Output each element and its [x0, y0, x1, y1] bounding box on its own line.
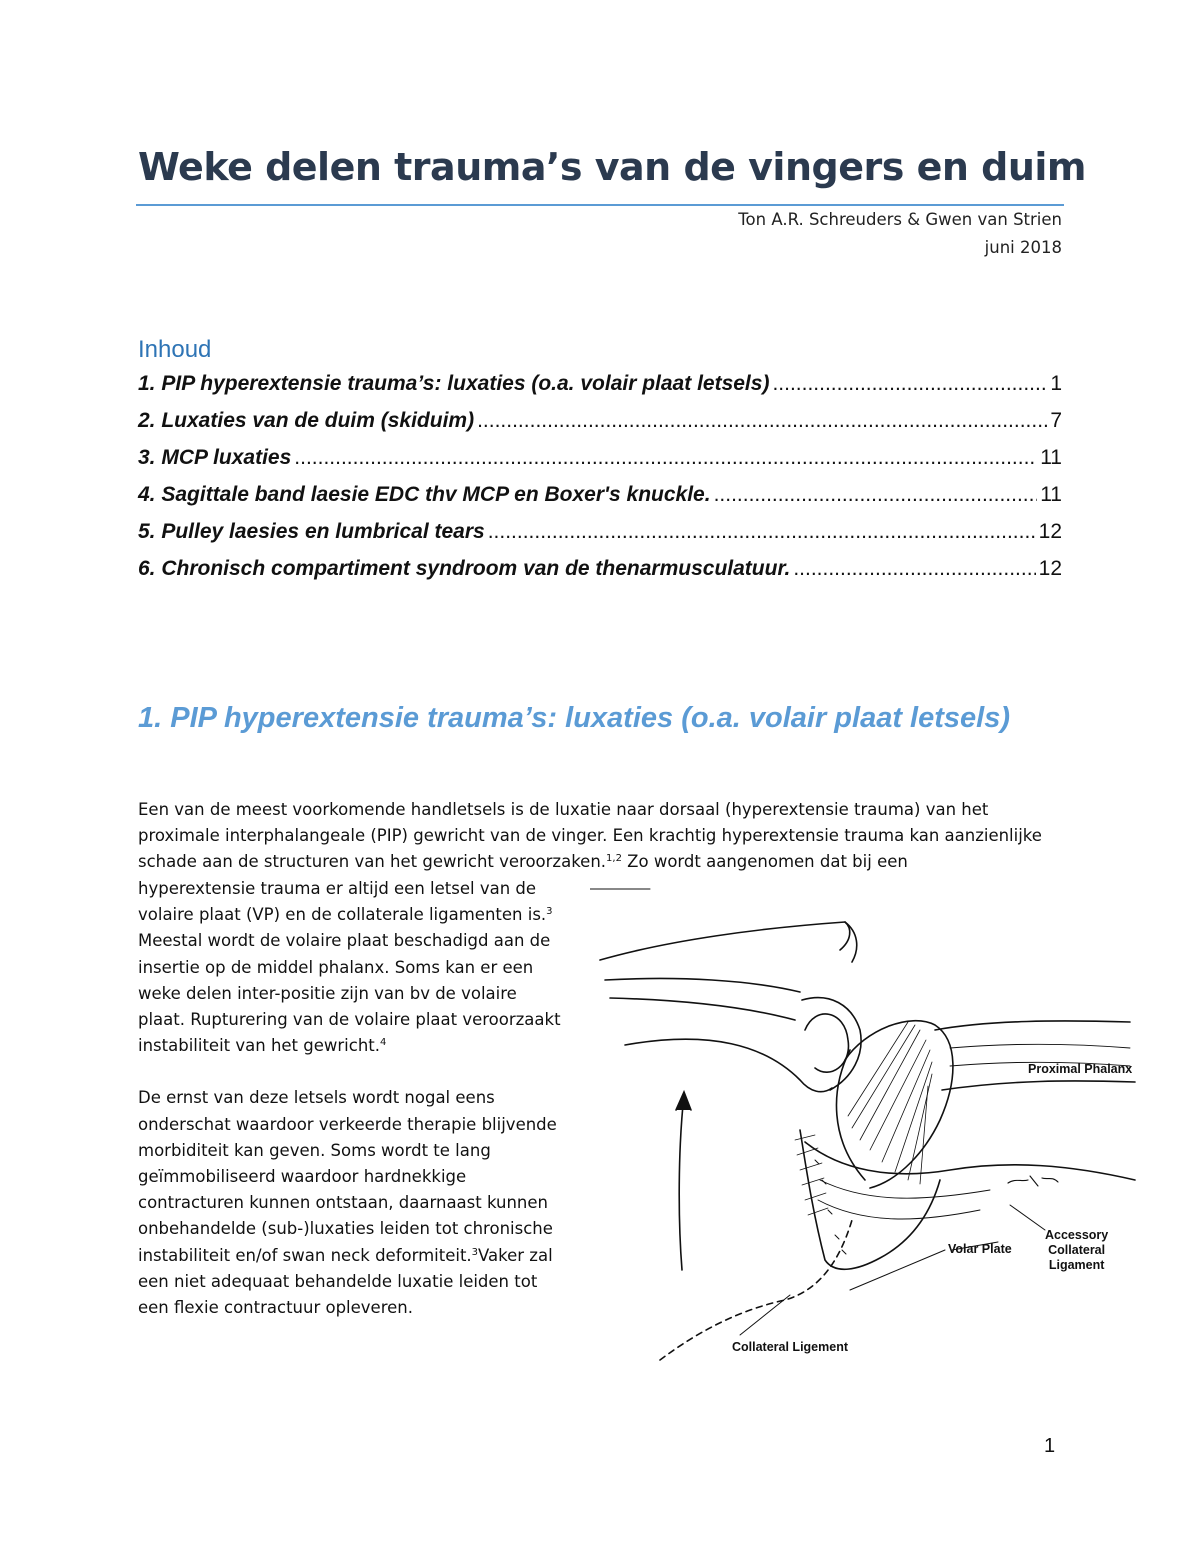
toc-leader-dots [772, 372, 1047, 396]
toc-leader-dots [793, 557, 1035, 581]
paragraph-text: Zo wordt aangenomen dat bij een [621, 852, 908, 872]
label-collateral-ligament: Collateral Ligement [732, 1340, 848, 1354]
page-number: 1 [1044, 1435, 1056, 1457]
label-proximal-phalanx: Proximal Phalanx [1028, 1062, 1133, 1076]
reference-superscript: 3 [546, 906, 553, 918]
toc-entry[interactable] [138, 483, 1062, 520]
toc-entry-label: 5. Pulley laesies en lumbrical tears [138, 520, 485, 543]
label-line: Collateral [1048, 1243, 1106, 1257]
toc-entry-page: 12 [1038, 520, 1062, 543]
toc-entry-label: 6. Chronisch compartiment syndroom van de thenarmusculatuur. [138, 557, 791, 580]
toc-entry-label: 1. PIP hyperextensie trauma’s: luxaties (o.a. volair plaat letsels) [138, 372, 770, 395]
body-column [138, 876, 563, 1321]
toc-entry-label: 2. Luxaties van de duim (skiduim) [138, 409, 475, 432]
reference-superscript: 1,2 [606, 853, 622, 865]
paragraph-text: Meestal wordt de volaire plaat beschadigd aan de insertie op de middel phalanx. Soms kan er een weke delen inter-positie zijn van bv de volaire plaat. Rupturering van de volaire plaat veroorzaakt instabiliteit van het gewricht. [138, 931, 561, 1056]
toc-entry[interactable] [138, 372, 1062, 409]
toc-entry[interactable] [138, 446, 1062, 483]
toc-entry[interactable] [138, 557, 1062, 594]
toc-entry[interactable] [138, 409, 1062, 446]
reference-superscript: 3 [471, 1246, 479, 1258]
anatomy-drawing [590, 880, 1150, 1400]
toc-leader-dots [488, 520, 1036, 544]
toc-entry-page: 7 [1050, 409, 1062, 432]
pip-joint-illustration [590, 880, 1150, 1400]
toc-entry-page: 1 [1050, 372, 1062, 395]
body-paragraph [138, 1085, 563, 1321]
paragraph-text: Vaker zal een niet adequaat behandelde luxatie leiden tot een flexie contractuur opleveren. [138, 1245, 553, 1318]
authors: Ton A.R. Schreuders & Gwen van Strien [738, 210, 1062, 229]
toc-entry[interactable] [138, 520, 1062, 557]
toc-entry-page: 12 [1038, 557, 1062, 580]
title-divider [136, 204, 1064, 206]
label-line: Ligament [1048, 1258, 1105, 1272]
reference-superscript: 4 [380, 1037, 387, 1049]
body-paragraph [138, 797, 1068, 876]
toc-heading: Inhoud [138, 336, 212, 363]
toc-entry-page: 11 [1040, 483, 1062, 506]
paragraph-text: hyperextensie trauma er altijd een letsel van de volaire plaat (VP) en de collaterale ligamenten is. [138, 879, 547, 925]
toc-leader-dots [477, 409, 1047, 433]
paragraph-text: De ernst van deze letsels wordt nogal eens onderschat waardoor verkeerde therapie blijvende morbiditeit kan geven. Soms wordt te lang geïmmobiliseerd waardoor hardnekkige contracturen kunnen ontstaan, daarnaast kunnen onbehandelde (sub-)luxaties leiden tot chronische instabiliteit en/of swan neck deformiteit. [138, 1088, 557, 1265]
document-title: Weke delen trauma’s van de vingers en duim [138, 145, 1086, 189]
toc-leader-dots [714, 483, 1038, 507]
toc-leader-dots [294, 446, 1037, 470]
toc-entry-page: 11 [1040, 446, 1062, 469]
toc-entry-label: 4. Sagittale band laesie EDC thv MCP en Boxer's knuckle. [138, 483, 711, 506]
label-accessory-collateral-ligament [1045, 1228, 1108, 1273]
section-heading: 1. PIP hyperextensie trauma’s: luxaties (o.a. volair plaat letsels) [138, 702, 1010, 734]
body-paragraph [138, 876, 563, 1059]
toc-entry-label: 3. MCP luxaties [138, 446, 292, 469]
label-line: Accessory [1045, 1228, 1109, 1242]
table-of-contents [138, 372, 1062, 594]
label-volar-plate: Volar Plate [948, 1242, 1012, 1256]
paragraph-text: Een van de meest voorkomende handletsels is de luxatie naar dorsaal (hyperextensie trauma) van het proximale interphalangeale (PIP) gewricht van de vinger. Een krachtig hyperextensie trauma kan aanzienlijke schade aan de structuren van het gewricht veroorzaken. [138, 800, 1042, 872]
document-date: juni 2018 [984, 238, 1062, 257]
